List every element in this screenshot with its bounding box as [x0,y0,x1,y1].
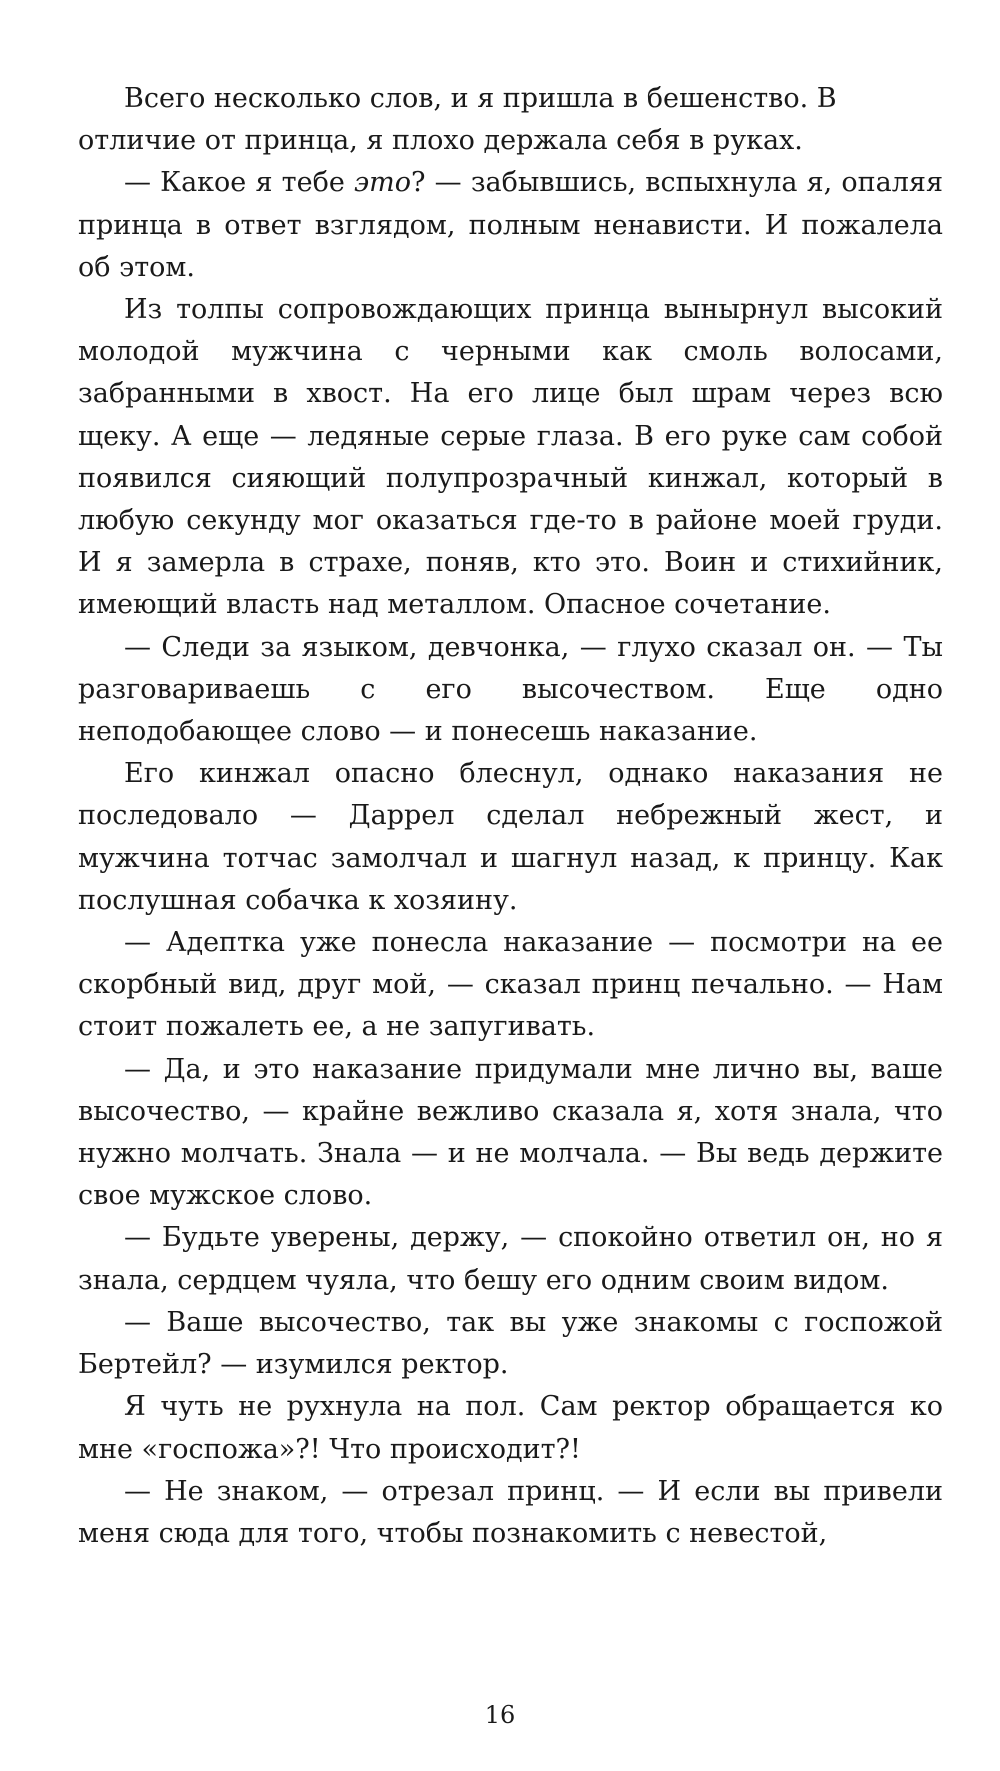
paragraph: — Следи за языком, девчонка, — глухо сказал он. — Ты разговариваешь с его высочеством. Еще одно неподобающее слово — и понесешь наказание. [78,631,943,748]
paragraph: Я чуть не рухнула на пол. Сам ректор обращается ко мне «госпожа»?! Что происходит?! [78,1391,943,1465]
paragraph: Из толпы сопровождающих принца вынырнул высокий молодой мужчина с черными как смоль волосами, забранными в хвост. На его лице был шрам через всю щеку. А еще — ледяные серые глаза. В его руке сам собой появился сияющий полупрозрачный кинжал, который в любую секунду мог оказаться где-то в районе моей груди. И я замерла в страхе, поняв, кто это. Воин и стихийник, имеющий власть над металлом. Опасное сочетание. [78,294,943,621]
paragraph: — Да, и это наказание придумали мне лично вы, ваше высочество, — крайне вежливо сказала я, хотя знала, что нужно молчать. Знала — и не молчала. — Вы ведь держите свое мужское слово. [78,1053,943,1212]
paragraph: Его кинжал опасно блеснул, однако наказания не последовало — Даррел сделал небрежный жест, и мужчина тотчас замолчал и шагнул назад, к принцу. Как послушная собачка к хозяину. [78,758,943,916]
emphasized-word: это [354,167,411,199]
page-number: 16 [484,1701,516,1729]
body-text [78,78,943,1555]
paragraph: — Ваше высочество, так вы уже знакомы с госпожой Бертейл? — изумился ректор. [78,1306,943,1381]
paragraph: Всего несколько слов, и я пришла в бешенство. В отличие от принца, я плохо держала себя в руках. [78,83,837,157]
paragraph: — Будьте уверены, держу, — спокойно ответил он, но я знала, сердцем чуяла, что бешу его одним своим видом. [78,1222,943,1296]
paragraph-text-part: — Какое я тебе [124,167,355,199]
paragraph: — Адептка уже понесла наказание — посмотри на ее скорбный вид, друг мой, — сказал принц печально. — Нам стоит пожалеть ее, а не запугивать. [78,927,943,1043]
paragraph [78,162,943,289]
paragraph-text-part: ? — забывшись, вспыхнула я, опаляя принца в ответ взглядом, полным ненависти. И пожалела об этом. [78,167,943,283]
paragraph: — Не знаком, — отрезал принц. — И если вы привели меня сюда для того, чтобы познакомить с невестой, [78,1475,943,1549]
